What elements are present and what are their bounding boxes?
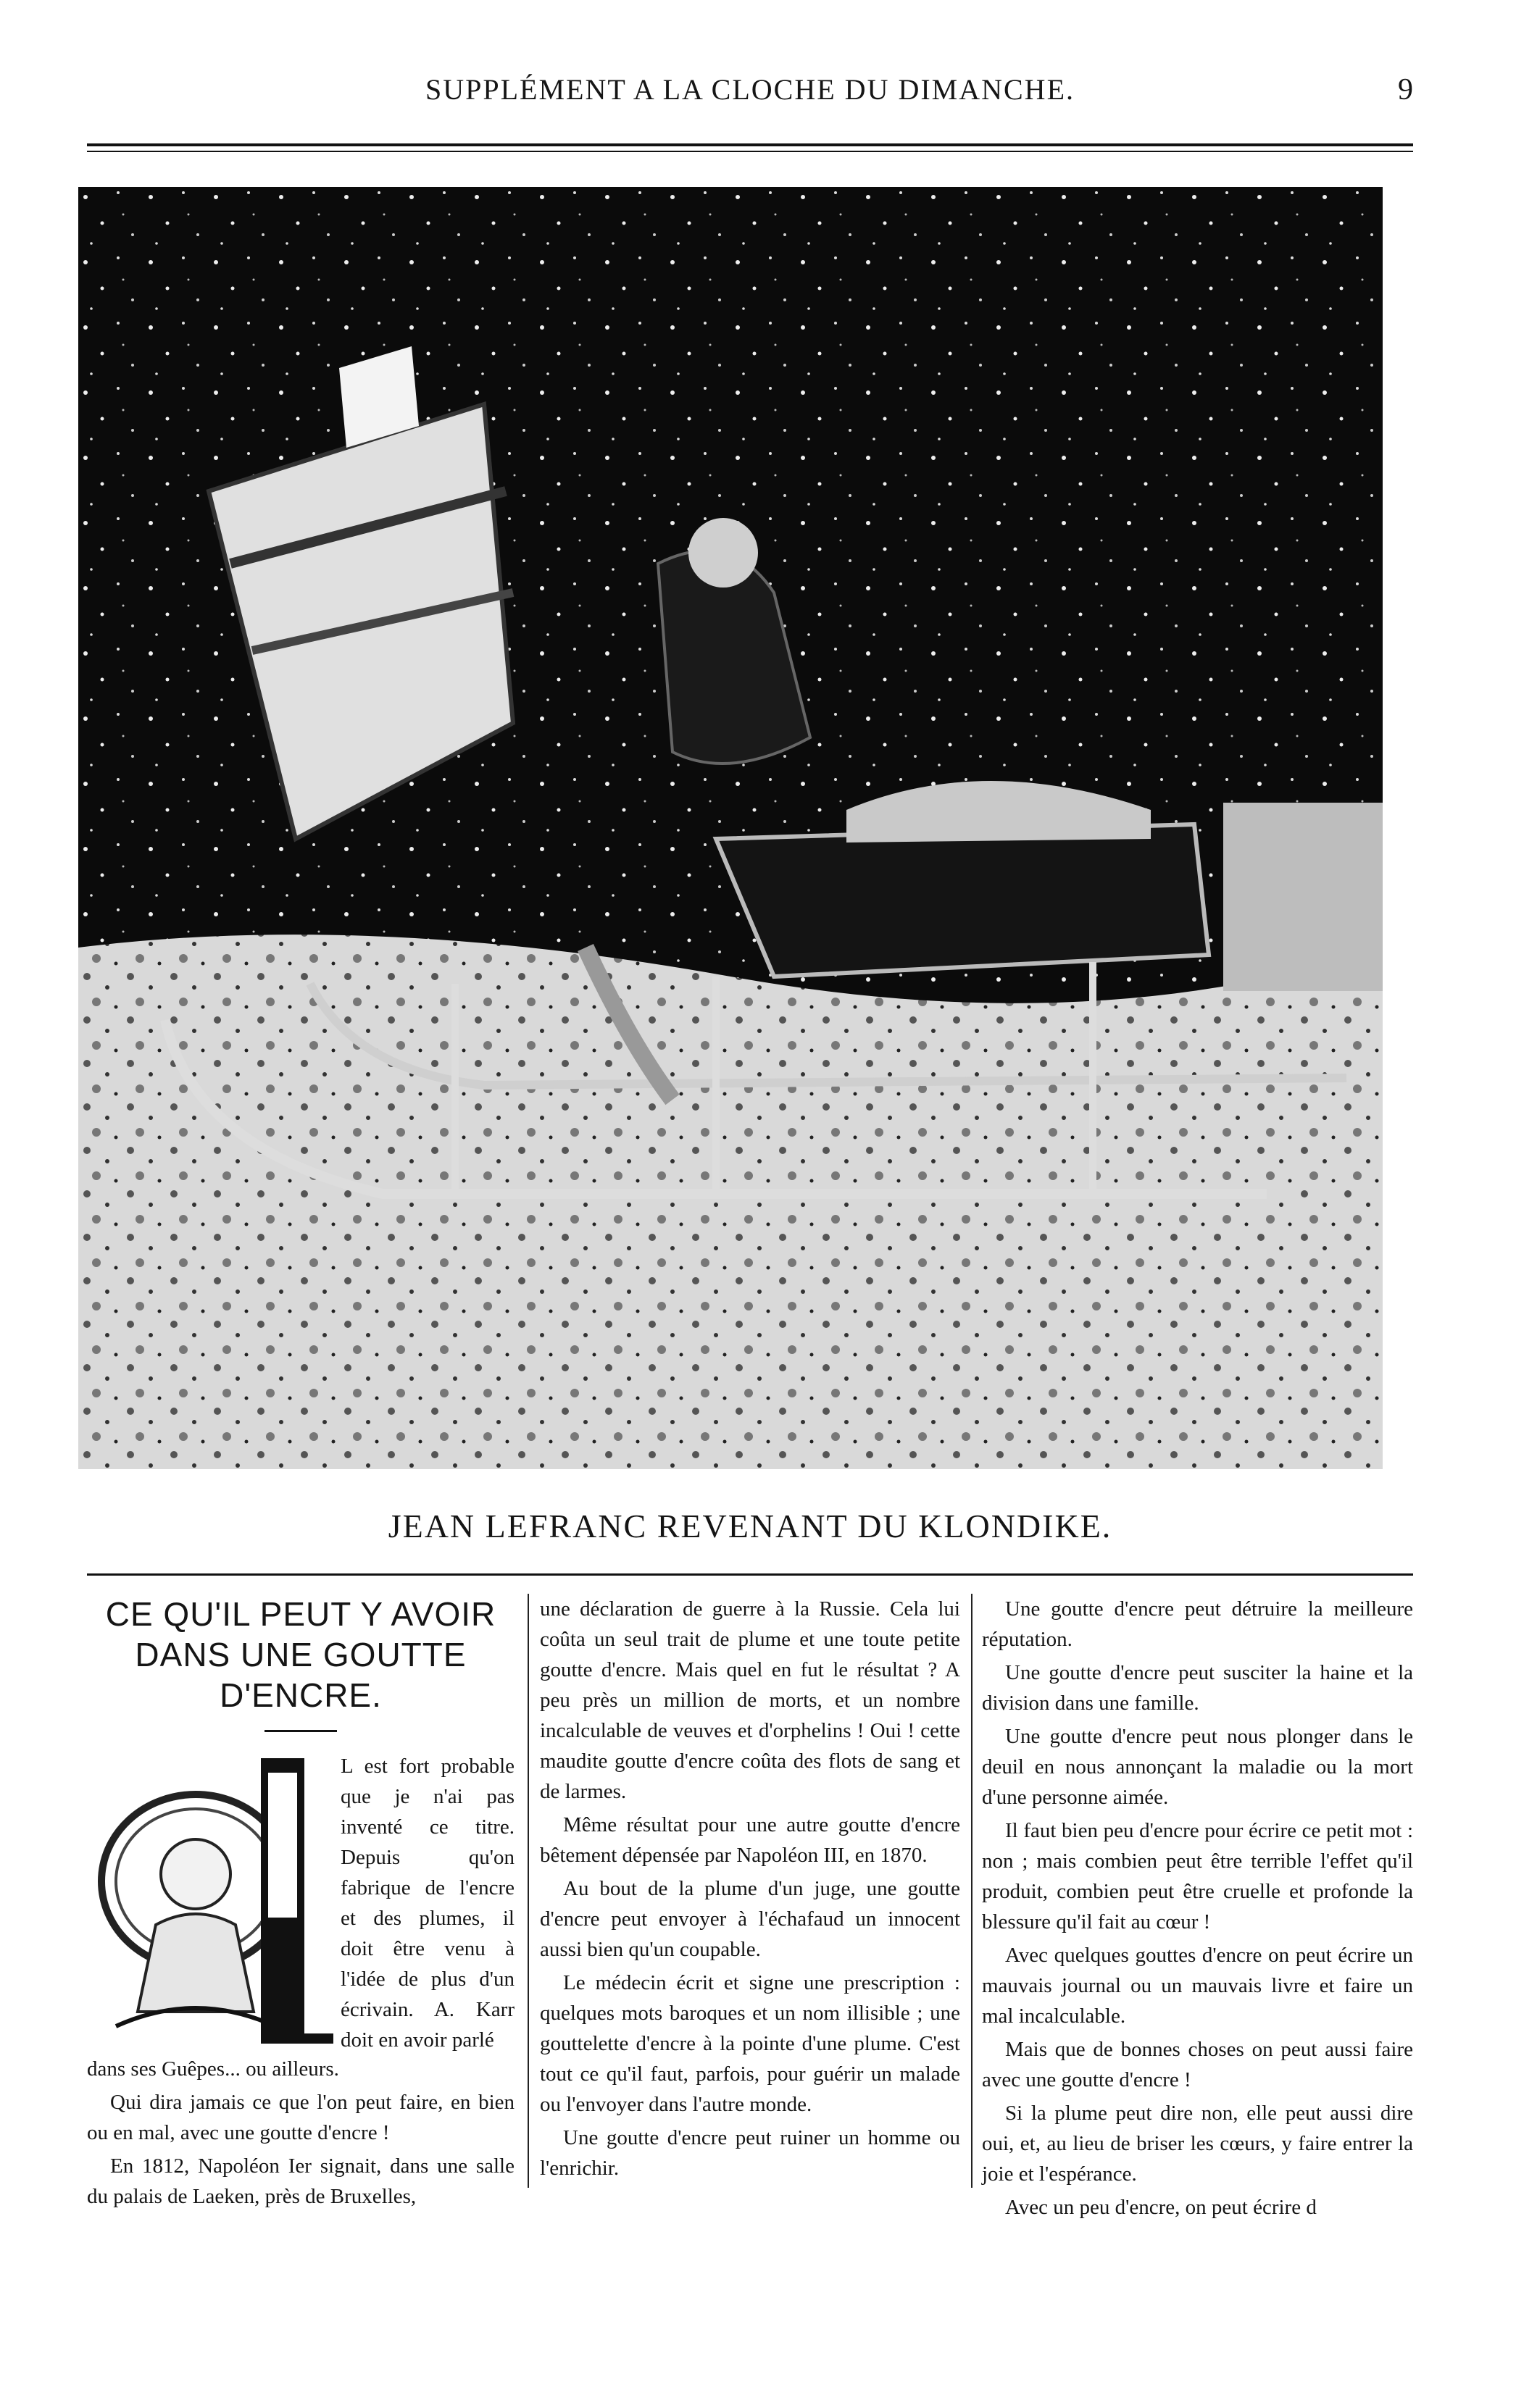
col2-paragraph-2: Même résultat pour une autre goutte d'encre bêtement dépensée par Napoléon III, en 1870. — [540, 1813, 960, 1867]
headline-line-2: DANS UNE GOUTTE — [135, 1636, 467, 1673]
article-column-3 — [982, 1594, 1413, 2225]
col3-paragraph-8: Avec un peu d'encre, on peut écrire d — [1005, 2196, 1317, 2219]
col3-paragraph-3: Une goutte d'encre peut nous plonger dans le deuil en nous annonçant la maladie ou la mort d'une personne aimée. — [982, 1725, 1413, 1809]
column-divider-2 — [971, 1594, 973, 2188]
col3-paragraph-6: Mais que de bonnes choses on peut aussi faire avec une goutte d'encre ! — [982, 2038, 1413, 2091]
col2-paragraph-3: Au bout de la plume d'un juge, une goutte d'encre peut envoyer à l'échafaud un innocent aussi bien qu'un coupable. — [540, 1877, 960, 1961]
headline-rule — [265, 1730, 337, 1732]
col3-paragraph-5: Avec quelques gouttes d'encre on peut écrire un mauvais journal ou un mauvais livre et faire un mal incalculable. — [982, 1944, 1413, 2028]
col3-paragraph-1: Une goutte d'encre peut détruire la meilleure réputation. — [982, 1597, 1413, 1651]
page-number: 9 — [1398, 73, 1413, 106]
sled-illustration — [78, 187, 1383, 1469]
col1-paragraph-1: dans ses Guêpes... ou ailleurs. — [87, 2057, 339, 2081]
article-column-1 — [87, 1594, 515, 2215]
illustration-caption: JEAN LEFRANC REVENANT DU KLONDIKE. — [388, 1508, 1112, 1544]
col2-paragraph-5: Une goutte d'encre peut ruiner un homme ou l'enrichir. — [540, 2126, 960, 2180]
page-header — [87, 67, 1413, 125]
headline-line-3: D'ENCRE. — [220, 1676, 382, 1714]
col3-paragraph-2: Une goutte d'encre peut susciter la haine et la division dans une famille. — [982, 1661, 1413, 1715]
dropcap-paragraph: L est fort probable que je n'ai pas inventé ce titre. Depuis qu'on fabrique de l'encre et des plumes, il doit être venu à l'idée de plus d'un écrivain. A. Karr doit en avoir parlé — [341, 1755, 515, 2052]
col2-paragraph-4: Le médecin écrit et signe une prescription : quelques mots baroques et un nom illisible ; une gouttelette d'encre à la pointe d'une plume. C'est tout ce qu'il faut, parfois, pour guérir un malade ou l'envoyer dans l'autre monde. — [540, 1971, 960, 2116]
dropcap-illustration — [87, 1751, 333, 2048]
dropcap-block — [87, 1751, 515, 2052]
header-rule-top — [87, 143, 1413, 146]
headline-line-1: CE QU'IL PEUT Y AVOIR — [105, 1595, 496, 1633]
running-title: SUPPLÉMENT A LA CLOCHE DU DIMANCHE. — [425, 73, 1075, 106]
article-headline — [87, 1594, 515, 1715]
col1-paragraph-3: En 1812, Napoléon Ier signait, dans une salle du palais de Laeken, près de Bruxelles, — [87, 2154, 515, 2208]
sled-illustration-svg — [78, 187, 1383, 1469]
col3-paragraph-7: Si la plume peut dire non, elle peut aussi dire oui, et, au lieu de briser les cœurs, y faire entrer la joie et l'espérance. — [982, 2102, 1413, 2186]
col3-paragraph-4: Il faut bien peu d'encre pour écrire ce petit mot : non ; mais combien peut être terrible l'effet qu'il produit, combien peut être cruelle et profonde la blessure qu'il fait au cœur ! — [982, 1819, 1413, 1933]
col2-paragraph-1: une déclaration de guerre à la Russie. Cela lui coûta un seul trait de plume et une toute petite goutte d'encre. Mais quel en fut le résultat ? A peu près un million de morts, et un nombre incalculable de veuves et d'orphelins ! Oui ! cette maudite goutte d'encre coûta des flots de sang et de larmes. — [540, 1597, 960, 1803]
article-column-2 — [540, 1594, 960, 2186]
column-divider-1 — [528, 1594, 529, 2188]
header-rule-bottom — [87, 151, 1413, 152]
col1-paragraph-2: Qui dira jamais ce que l'on peut faire, en bien ou en mal, avec une goutte d'encre ! — [87, 2091, 515, 2144]
caption-rule — [87, 1573, 1413, 1576]
